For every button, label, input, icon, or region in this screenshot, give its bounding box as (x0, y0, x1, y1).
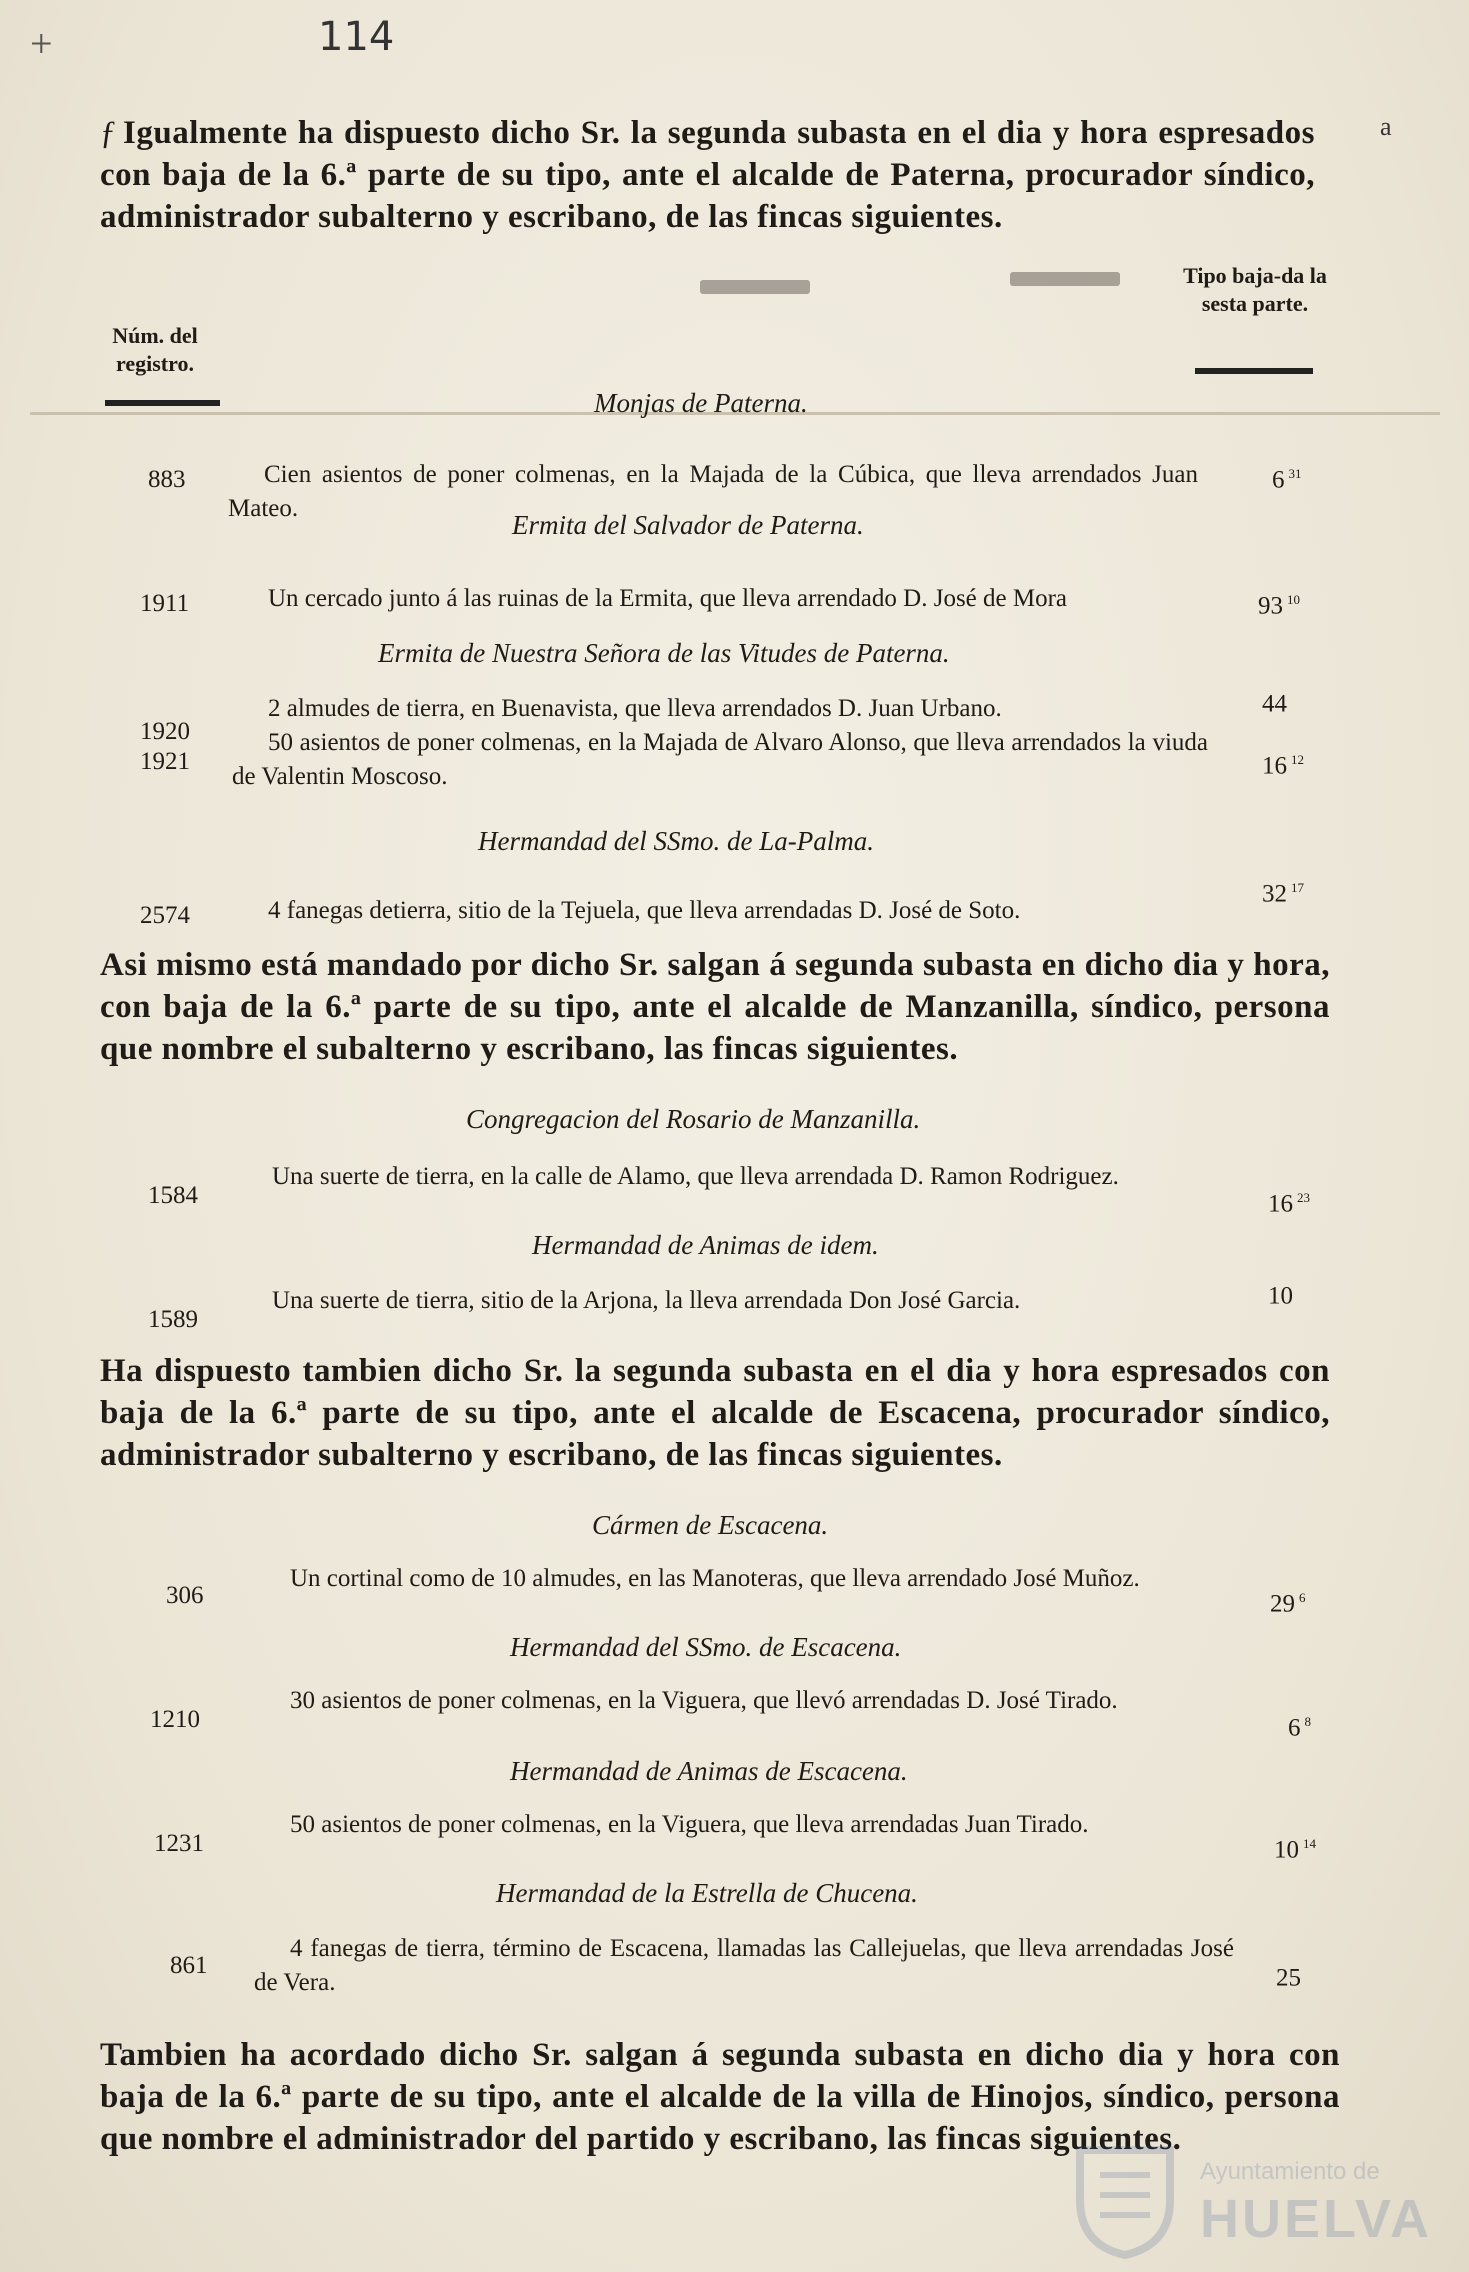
registro-number: 1589 (148, 1306, 198, 1333)
price: 10 (1268, 1282, 1293, 1310)
section-heading: Hermandad de la Estrella de Chucena. (496, 1878, 918, 1908)
price: 16 $^{23}$ (1268, 1190, 1310, 1218)
registro-number: 2574 (140, 902, 190, 929)
paragraph-mark: ƒ (100, 115, 117, 151)
section-heading: Hermandad de Animas de idem. (532, 1230, 879, 1260)
watermark-line2: HUELVA (1200, 2189, 1432, 2249)
section-heading: Congregacion del Rosario de Manzanilla. (466, 1104, 921, 1134)
price: 32 $^{17}$ (1262, 880, 1304, 908)
registro-number: 1210 (150, 1706, 200, 1733)
entry-text: 2 almudes de tierra, en Buenavista, que lleva arrendados D. Juan Urbano. (268, 695, 1002, 722)
column-header-tipo: Tipo baja-da la sesta parte. (1183, 263, 1327, 316)
column-rule-right (1195, 368, 1313, 374)
entry-text: 4 fanegas detierra, sitio de la Tejuela, que lleva arrendadas D. José de Soto. (268, 897, 1021, 924)
entry-text: 50 asientos de poner colmenas, en la Viguera, que lleva arrendadas Juan Tirado. (290, 1811, 1089, 1838)
entry-text: 30 asientos de poner colmenas, en la Viguera, que llevó arrendadas D. José Tirado. (290, 1687, 1118, 1714)
intro-paragraph-hinojos: Tambien ha acordado dicho Sr. salgan á segunda subasta en dicho dia y hora con baja de la 6.ª parte de su tipo, ante el alcalde de la villa de Hinojos, síndico, persona que nombre el administrador del partido y escribano, las fincas siguientes. (100, 2037, 1340, 2157)
registro-number: 1920 (140, 718, 190, 745)
entry-text: Una suerte de tierra, en la calle de Alamo, que lleva arrendada D. Ramon Rodriguez. (272, 1163, 1119, 1190)
intro-paragraph-manzanilla: Asi mismo está mandado por dicho Sr. salgan á segunda subasta en dicho dia y hora, con baja de la 6.ª parte de su tipo, ante el alcalde de Manzanilla, síndico, persona que nombre el subalterno y escribano, las fincas siguientes. (100, 947, 1330, 1067)
entry-text: Una suerte de tierra, sitio de la Arjona, la lleva arrendada Don José Garcia. (272, 1287, 1021, 1314)
price: 25 (1276, 1964, 1301, 1992)
price: 29 $^6$ (1270, 1590, 1306, 1618)
edge-mark: a (1380, 112, 1392, 141)
entry-text: Cien asientos de poner colmenas, en la Majada de la Cúbica, que lleva arrendados Juan Mateo. (228, 461, 1198, 522)
archive-watermark (1060, 2130, 1440, 2270)
section-heading: Hermandad del SSmo. de La-Palma. (478, 826, 874, 856)
entry-text: 4 fanegas de tierra, término de Escacena, llamadas las Callejuelas, que lleva arrendadas José de Vera. (254, 1935, 1234, 1996)
section-heading: Hermandad del SSmo. de Escacena. (510, 1632, 902, 1662)
intro-paragraph-paterna: ƒ Igualmente ha dispuesto dicho Sr. la segunda subasta en el dia y hora espresados con baja de la 6.ª parte de su tipo, ante el alcalde de Paterna, procurador síndico, administrador subalterno y escribano, de las fincas siguientes. (100, 115, 1315, 235)
corner-mark: + (30, 21, 53, 66)
entry-text: Un cortinal como de 10 almudes, en las Manoteras, que lleva arrendado José Muñoz. (290, 1565, 1140, 1592)
price: 10 $^{14}$ (1274, 1836, 1316, 1864)
price: 93 $^{10}$ (1258, 592, 1300, 620)
registro-number: 1911 (140, 590, 190, 617)
section-heading: Ermita de Nuestra Señora de las Vitudes de Paterna. (378, 638, 950, 668)
registro-number: 1231 (154, 1830, 204, 1857)
price: 16 $^{12}$ (1262, 752, 1304, 780)
column-header-registro: Núm. del registro. (112, 323, 198, 376)
price: 6 $^8$ (1288, 1714, 1311, 1742)
registro-number: 1921 (140, 748, 190, 775)
section-heading: Hermandad de Animas de Escacena. (510, 1756, 908, 1786)
watermark-line1: Ayuntamiento de (1200, 2158, 1380, 2185)
ink-smudge (1010, 272, 1120, 286)
section-heading: Ermita del Salvador de Paterna. (512, 510, 864, 540)
registro-number: 1584 (148, 1182, 198, 1209)
entry-text: 50 asientos de poner colmenas, en la Majada de Alvaro Alonso, que lleva arrendados la viuda de Valentin Moscoso. (232, 729, 1208, 790)
ink-smudge (700, 280, 810, 294)
price: 44 (1262, 690, 1287, 718)
registro-number: 306 (166, 1582, 204, 1609)
registro-number: 861 (170, 1952, 208, 1979)
shield-icon (1070, 2140, 1180, 2260)
section-heading: Cármen de Escacena. (592, 1510, 829, 1540)
section-heading: Monjas de Paterna. (594, 388, 808, 418)
registro-number: 883 (148, 466, 186, 493)
page-number: 114 (318, 14, 395, 60)
entry-text: Un cercado junto á las ruinas de la Ermita, que lleva arrendado D. José de Mora (268, 585, 1068, 612)
column-rule-left (105, 400, 220, 406)
price: 6 $^{31}$ (1272, 466, 1302, 494)
intro-paragraph-escacena: Ha dispuesto tambien dicho Sr. la segunda subasta en el dia y hora espresados con baja de la 6.ª parte de su tipo, ante el alcalde de Escacena, procurador síndico, administrador subalterno y escribano, de las fincas siguientes. (100, 1353, 1330, 1473)
